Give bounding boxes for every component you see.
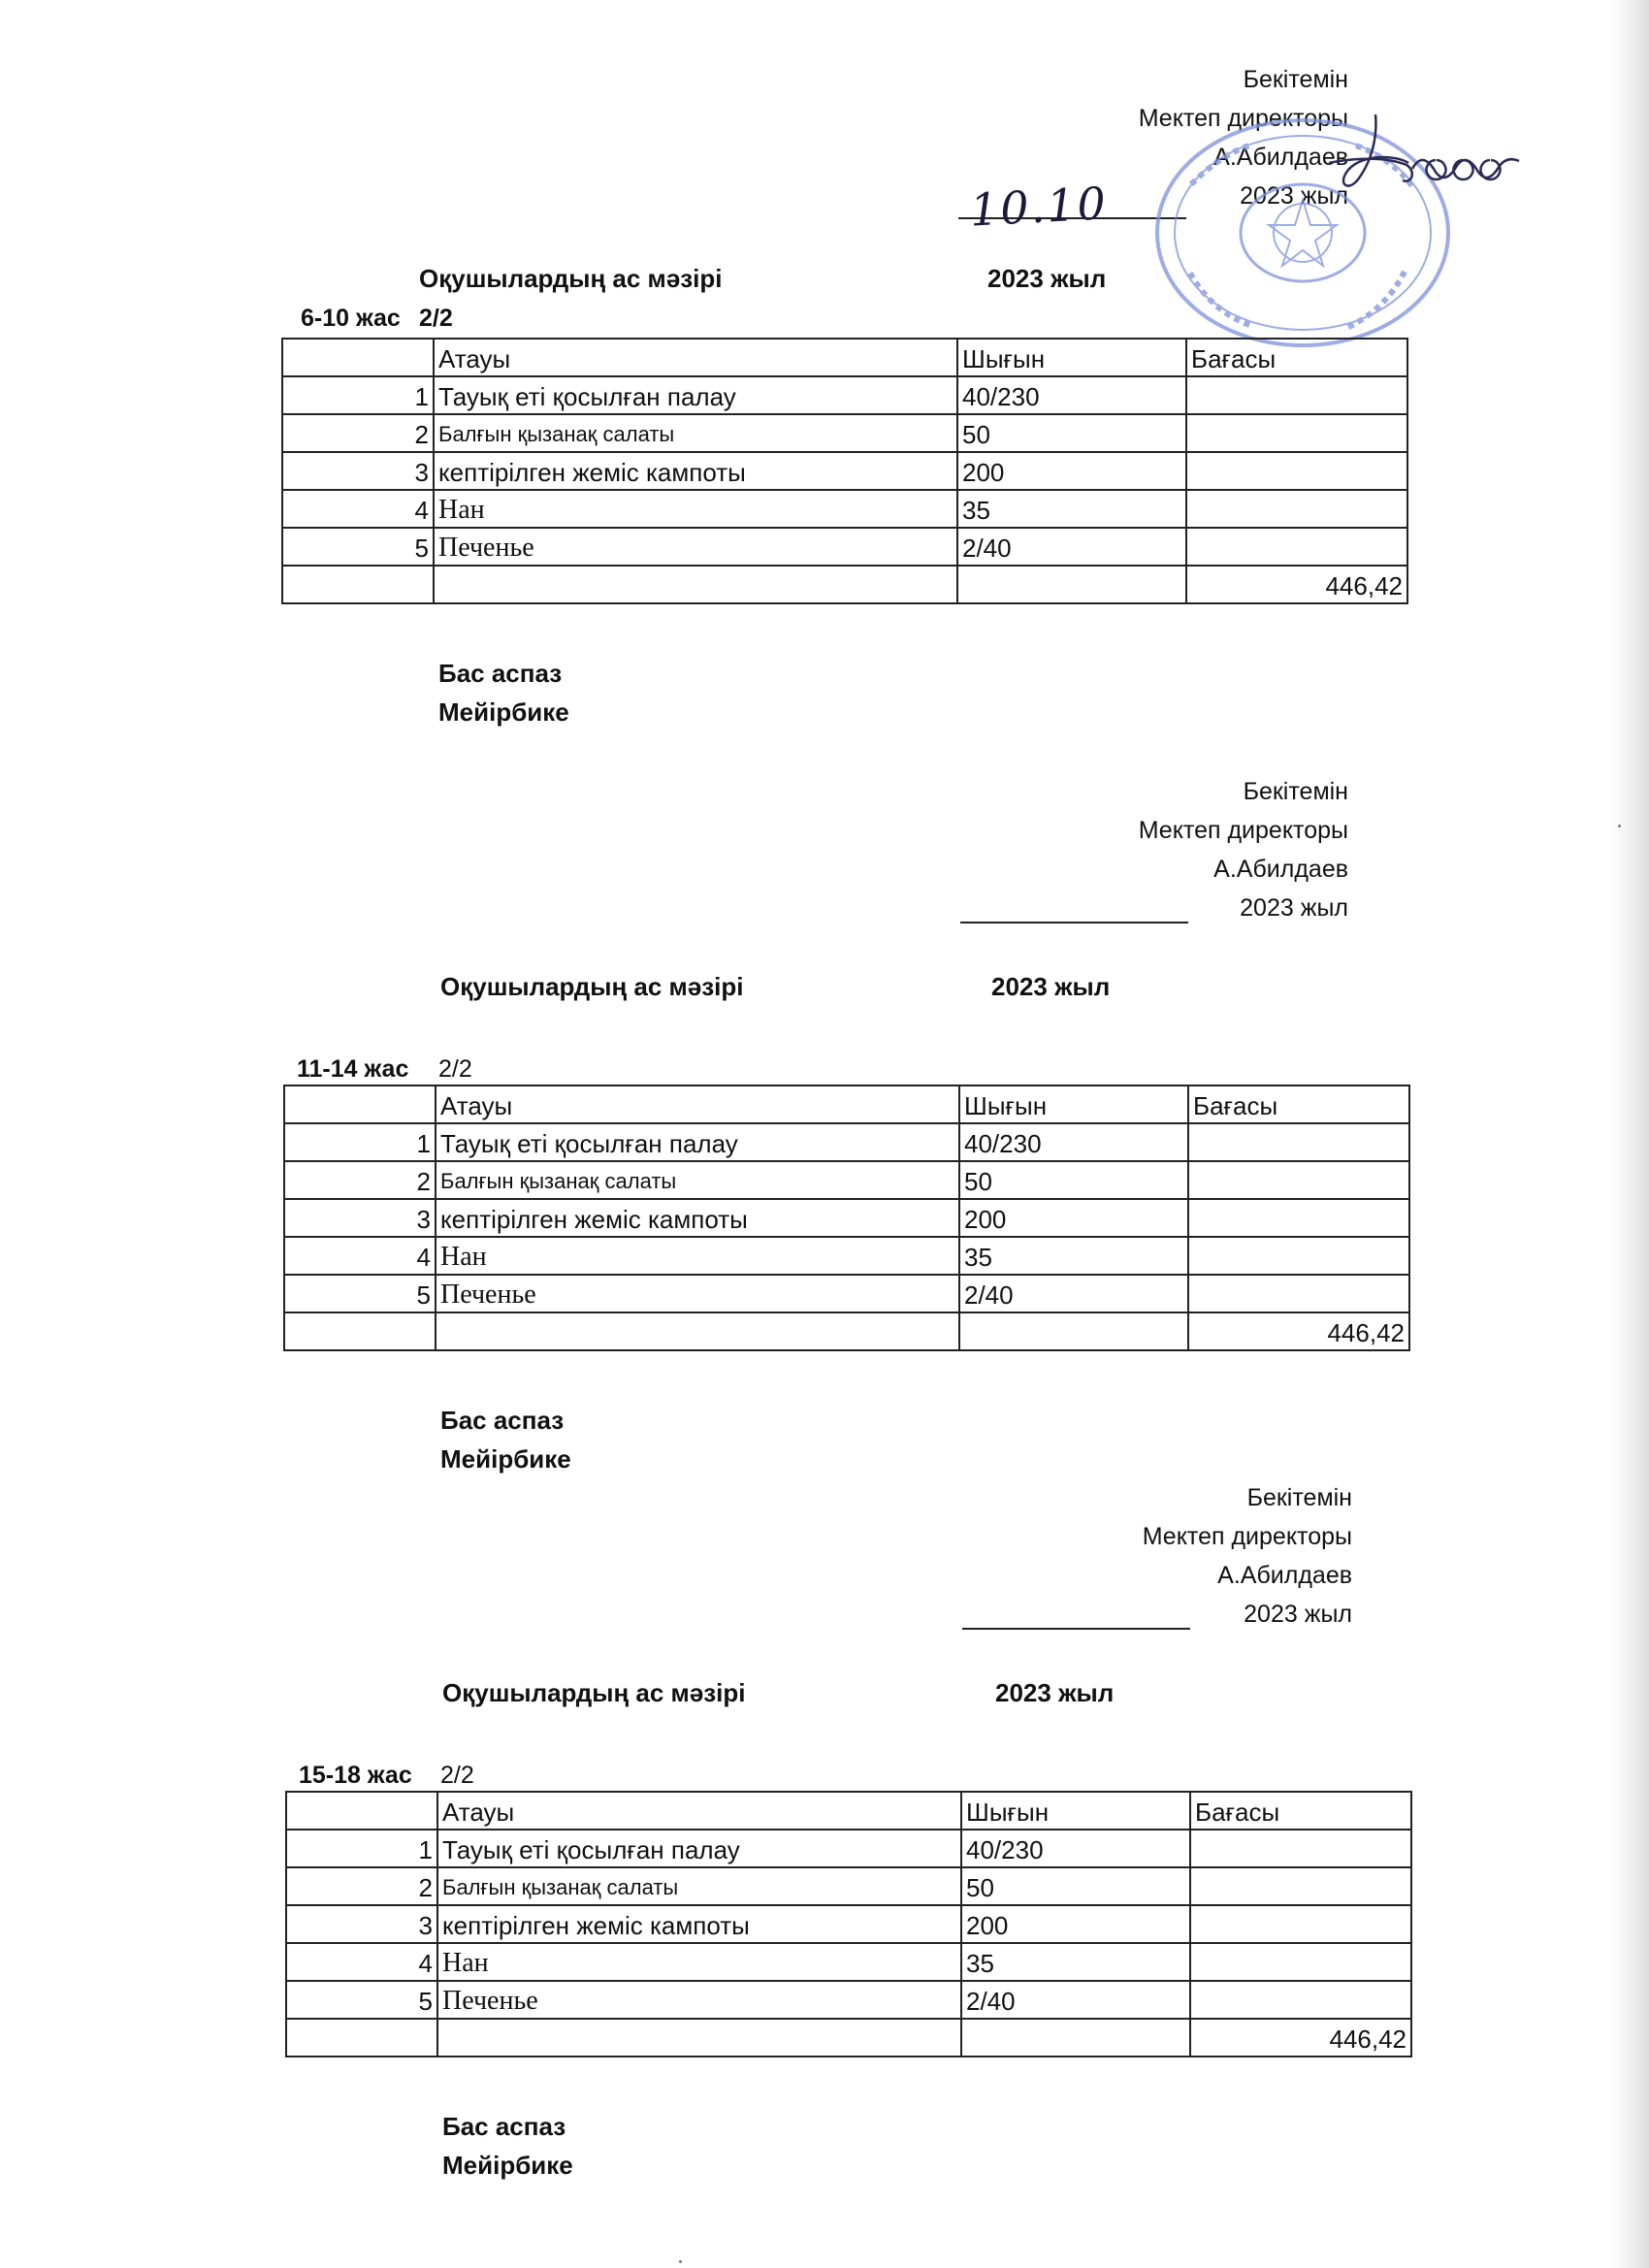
handwritten-date: 10.10 xyxy=(968,177,1110,237)
nurse-label: Мейірбике xyxy=(438,697,569,727)
header-cell: Шығын xyxy=(959,1085,1188,1123)
dish-quantity: 35 xyxy=(957,490,1186,528)
table-row xyxy=(286,1943,1411,1981)
table-header-row xyxy=(286,1792,1411,1830)
table-row xyxy=(286,1981,1411,2019)
table-row xyxy=(284,1199,1409,1237)
dish-quantity: 2/40 xyxy=(961,1981,1190,2019)
table-row xyxy=(286,1830,1411,1867)
row-number: 3 xyxy=(286,1905,437,1943)
dish-price xyxy=(1190,1830,1411,1867)
menu-year: 2023 жыл xyxy=(995,1678,1115,1707)
table-row xyxy=(282,414,1407,452)
menu-title: Оқушылардың ас мәзірі xyxy=(419,264,723,293)
table-row xyxy=(284,1123,1409,1161)
dish-quantity: 40/230 xyxy=(959,1123,1188,1161)
head-cook-label: Бас аспаз xyxy=(440,1406,565,1435)
signature-labels xyxy=(440,1401,571,1478)
dish-name: Печенье xyxy=(437,1981,961,2019)
table-header-row xyxy=(284,1085,1409,1123)
dish-quantity: 50 xyxy=(957,414,1186,452)
portion-label: 2/2 xyxy=(419,305,453,332)
dish-name: Печенье xyxy=(436,1275,959,1312)
header-cell: Шығын xyxy=(957,339,1186,376)
dish-price xyxy=(1186,490,1407,528)
nurse-label: Мейірбике xyxy=(442,2151,573,2180)
approval-line: 2023 жыл xyxy=(1244,1601,1352,1628)
dish-price xyxy=(1188,1237,1409,1275)
empty-cell xyxy=(286,2019,437,2057)
dish-price xyxy=(1188,1161,1409,1199)
approval-line: А.Абилдаев xyxy=(1213,856,1348,883)
dish-quantity: 200 xyxy=(959,1199,1188,1237)
date-underline xyxy=(962,1628,1190,1630)
total-price: 446,42 xyxy=(1188,1312,1409,1350)
dish-name: Балғын қызанақ салаты xyxy=(437,1867,961,1905)
dish-name: кептірілген жеміс кампоты xyxy=(437,1905,961,1943)
dish-quantity: 50 xyxy=(959,1161,1188,1199)
dish-quantity: 50 xyxy=(961,1867,1190,1905)
approval-line: А.Абилдаев xyxy=(1217,1562,1352,1589)
empty-cell xyxy=(436,1312,959,1350)
scan-edge-shadow xyxy=(1612,0,1649,2268)
empty-cell xyxy=(957,566,1186,603)
row-number: 5 xyxy=(284,1275,436,1312)
table-row xyxy=(284,1161,1409,1199)
row-number: 1 xyxy=(284,1123,436,1161)
table-row xyxy=(282,376,1407,414)
approval-block xyxy=(1003,1478,1352,1634)
dish-name: кептірілген жеміс кампоты xyxy=(436,1199,959,1237)
approval-line: Мектеп директоры xyxy=(1138,105,1348,132)
dish-name: Тауық еті қосылған палау xyxy=(434,376,957,414)
empty-cell xyxy=(434,566,957,603)
dish-quantity: 35 xyxy=(959,1237,1188,1275)
menu-table xyxy=(281,338,1408,604)
header-cell: Атауы xyxy=(436,1085,959,1123)
row-number: 1 xyxy=(286,1830,437,1867)
dish-name: Нан xyxy=(436,1237,959,1275)
dish-name: Нан xyxy=(434,490,957,528)
dish-price xyxy=(1186,414,1407,452)
dish-name: кептірілген жеміс кампоты xyxy=(434,452,957,490)
row-number: 5 xyxy=(286,1981,437,2019)
dish-price xyxy=(1186,376,1407,414)
table-row xyxy=(282,528,1407,566)
portion-label: 2/2 xyxy=(440,1762,474,1789)
empty-cell xyxy=(959,1312,1188,1350)
approval-line: 2023 жыл xyxy=(1240,894,1348,922)
table-row xyxy=(286,1905,1411,1943)
approval-line: Бекітемін xyxy=(1243,66,1348,93)
signature-labels xyxy=(438,654,569,731)
age-group-label: 15-18 жас xyxy=(299,1762,412,1789)
row-number: 2 xyxy=(284,1161,436,1199)
scan-speck xyxy=(679,2260,682,2263)
header-cell: Бағасы xyxy=(1186,339,1407,376)
total-price: 446,42 xyxy=(1186,566,1407,603)
header-cell: Шығын xyxy=(961,1792,1190,1830)
portion-label: 2/2 xyxy=(438,1055,472,1083)
empty-cell xyxy=(961,2019,1190,2057)
dish-name: Тауық еті қосылған палау xyxy=(436,1123,959,1161)
header-cell: Атауы xyxy=(434,339,957,376)
head-cook-label: Бас аспаз xyxy=(438,659,563,688)
dish-name: Печенье xyxy=(434,528,957,566)
menu-table xyxy=(285,1791,1412,2057)
dish-price xyxy=(1190,1981,1411,2019)
dish-quantity: 40/230 xyxy=(961,1830,1190,1867)
header-cell xyxy=(284,1085,436,1123)
table-row xyxy=(284,1275,1409,1312)
table-total-row xyxy=(284,1312,1409,1350)
table-total-row xyxy=(282,566,1407,603)
dish-quantity: 200 xyxy=(961,1905,1190,1943)
dish-quantity: 2/40 xyxy=(957,528,1186,566)
row-number: 4 xyxy=(286,1943,437,1981)
menu-year: 2023 жыл xyxy=(987,264,1107,293)
approval-block xyxy=(999,772,1348,927)
age-group-label: 6-10 жас xyxy=(301,305,401,332)
dish-price xyxy=(1188,1199,1409,1237)
table-row xyxy=(282,490,1407,528)
approval-line: А.Абилдаев xyxy=(1213,144,1348,171)
row-number: 1 xyxy=(282,376,434,414)
menu-title: Оқушылардың ас мәзірі xyxy=(442,1678,746,1707)
dish-name: Балғын қызанақ салаты xyxy=(434,414,957,452)
dish-price xyxy=(1186,452,1407,490)
dish-name: Тауық еті қосылған палау xyxy=(437,1830,961,1867)
header-cell: Атауы xyxy=(437,1792,961,1830)
row-number: 3 xyxy=(282,452,434,490)
nurse-label: Мейірбике xyxy=(440,1444,571,1474)
header-cell xyxy=(286,1792,437,1830)
table-header-row xyxy=(282,339,1407,376)
empty-cell xyxy=(282,566,434,603)
row-number: 3 xyxy=(284,1199,436,1237)
empty-cell xyxy=(437,2019,961,2057)
menu-table xyxy=(283,1085,1410,1351)
scan-speck xyxy=(1618,825,1621,827)
dish-price xyxy=(1188,1275,1409,1312)
dish-name: Нан xyxy=(437,1943,961,1981)
table-row xyxy=(286,1867,1411,1905)
table-row xyxy=(284,1237,1409,1275)
dish-price xyxy=(1188,1123,1409,1161)
approval-line: Бекітемін xyxy=(1243,778,1348,805)
date-underline xyxy=(960,922,1188,923)
signature-labels xyxy=(442,2107,573,2185)
empty-cell xyxy=(284,1312,436,1350)
dish-name: Балғын қызанақ салаты xyxy=(436,1161,959,1199)
age-group-label: 11-14 жас xyxy=(297,1055,409,1083)
dish-price xyxy=(1190,1867,1411,1905)
header-cell xyxy=(282,339,434,376)
header-cell: Бағасы xyxy=(1188,1085,1409,1123)
table-row xyxy=(282,452,1407,490)
approval-line: Мектеп директоры xyxy=(1138,817,1348,844)
row-number: 5 xyxy=(282,528,434,566)
header-cell: Бағасы xyxy=(1190,1792,1411,1830)
menu-title: Оқушылардың ас мәзірі xyxy=(440,972,744,1001)
table-total-row xyxy=(286,2019,1411,2057)
head-cook-label: Бас аспаз xyxy=(442,2112,566,2141)
dish-price xyxy=(1190,1905,1411,1943)
dish-price xyxy=(1186,528,1407,566)
dish-price xyxy=(1190,1943,1411,1981)
row-number: 2 xyxy=(286,1867,437,1905)
dish-quantity: 35 xyxy=(961,1943,1190,1981)
row-number: 4 xyxy=(282,490,434,528)
row-number: 2 xyxy=(282,414,434,452)
dish-quantity: 2/40 xyxy=(959,1275,1188,1312)
menu-year: 2023 жыл xyxy=(991,972,1111,1001)
approval-line: Бекітемін xyxy=(1246,1484,1352,1511)
dish-quantity: 40/230 xyxy=(957,376,1186,414)
director-signature-icon xyxy=(1319,107,1533,213)
total-price: 446,42 xyxy=(1190,2019,1411,2057)
approval-line: 2023 жыл xyxy=(1240,182,1348,210)
dish-quantity: 200 xyxy=(957,452,1186,490)
row-number: 4 xyxy=(284,1237,436,1275)
approval-line: Мектеп директоры xyxy=(1142,1523,1352,1550)
